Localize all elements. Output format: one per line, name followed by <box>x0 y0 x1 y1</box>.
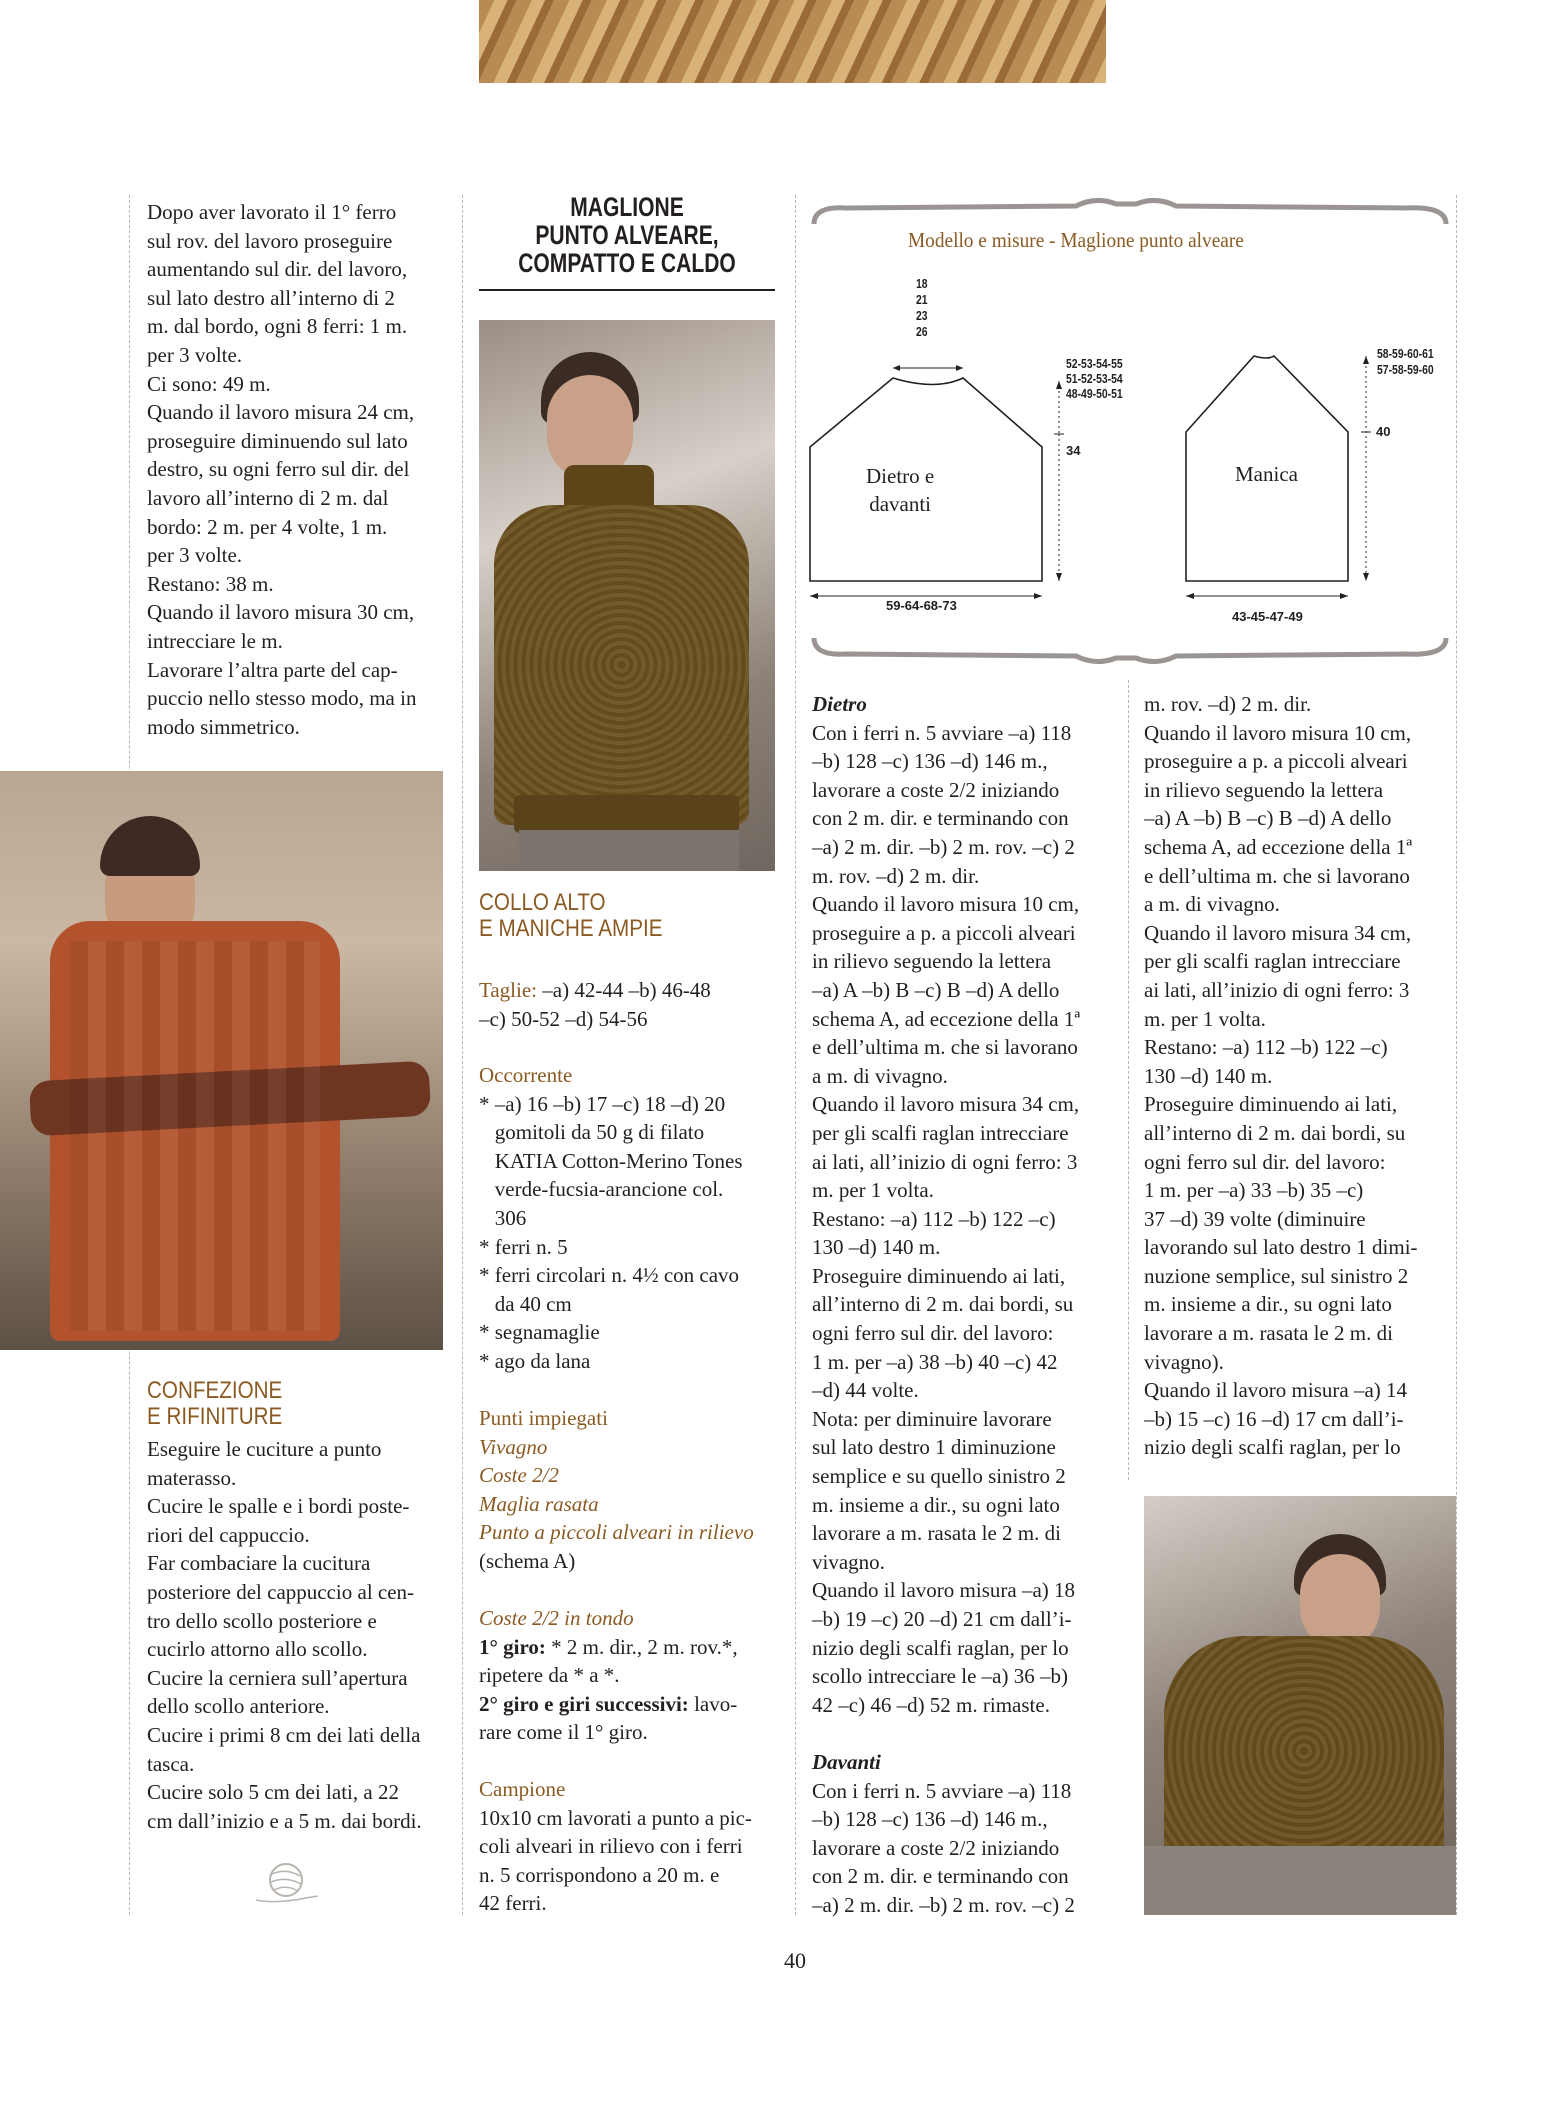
text-line: schema A, ad eccezione della 1ª <box>812 1006 1081 1031</box>
neck-width-labels: 18 21 23 26 <box>916 276 928 339</box>
text-line: per gli scalfi raglan intrecciare <box>812 1120 1069 1145</box>
text-line: 10x10 cm lavorati a punto a pic- <box>479 1805 752 1830</box>
text-line: e dell’ultima m. che si lavorano <box>812 1035 1078 1060</box>
text-line: Lavorare l’altra parte del cap- <box>147 657 398 682</box>
text-line: cucirlo attorno allo scollo. <box>147 1637 368 1662</box>
text-line: Far combaciare la cucitura <box>147 1551 371 1576</box>
measurement-diagram <box>806 196 1456 666</box>
text-line: per gli scalfi raglan intrecciare <box>1144 949 1401 974</box>
text-line: * ferri n. 5 <box>479 1234 568 1259</box>
text-line: * –a) 16 –b) 17 –c) 18 –d) 20 <box>479 1091 726 1116</box>
text-line: all’interno di 2 m. dai bordi, su <box>812 1292 1074 1317</box>
taglie-text: Taglie: –a) 42-44 –b) 46-48 –c) 50-52 –d) 54-56 <box>479 978 711 1031</box>
text-line: * segnamaglie <box>479 1320 600 1345</box>
text-line: modo simmetrico. <box>147 714 300 739</box>
text-line: Quando il lavoro misura –a) 18 <box>812 1578 1076 1603</box>
text-line: ai lati, all’inizio di ogni ferro: 3 <box>812 1149 1078 1174</box>
sweater-model-seated-photo <box>1144 1496 1456 1915</box>
front-back-label: Dietro e davanti <box>866 464 935 516</box>
text-line: –b) 19 –c) 20 –d) 21 cm dall’i- <box>812 1607 1072 1631</box>
text-line: con 2 m. dir. e terminando con <box>812 1864 1069 1889</box>
text-line: cm dall’inizio e a 5 m. dai bordi. <box>147 1808 422 1833</box>
text-line: KATIA Cotton-Merino Tones <box>479 1148 743 1173</box>
text-line: per 3 volte. <box>147 342 243 367</box>
hood-instructions-text <box>147 198 443 741</box>
text-line: da 40 cm <box>479 1291 572 1316</box>
text-line: Quando il lavoro misura –a) 14 <box>1144 1378 1408 1403</box>
text-line: –a) A –b) B –c) B –d) A dello <box>812 977 1060 1002</box>
text-line: Cucire solo 5 cm dei lati, a 22 <box>147 1780 399 1805</box>
text-line: –a) 2 m. dir. –b) 2 m. rov. –c) 2 <box>812 1892 1075 1917</box>
text-line: ogni ferro sul dir. del lavoro: <box>1144 1149 1386 1174</box>
text-line: Proseguire diminuendo ai lati, <box>812 1263 1066 1288</box>
text-line: Con i ferri n. 5 avviare –a) 118 <box>812 1778 1072 1803</box>
text-line: Restano: 38 m. <box>147 571 274 596</box>
text-line: ogni ferro sul dir. del lavoro: <box>812 1321 1054 1346</box>
text-line: in rilievo seguendo la lettera <box>812 949 1052 974</box>
text-line: 1 m. per –a) 38 –b) 40 –c) 42 <box>812 1349 1058 1374</box>
text-line: –b) 128 –c) 136 –d) 146 m., <box>812 749 1048 774</box>
punti-section: Punti impiegati Vivagno Coste 2/2 Maglia rasata Punto a piccoli alveari in rilievo (schema A) <box>479 1404 777 1576</box>
text-line: aumentando sul dir. del lavoro, <box>147 257 408 282</box>
text-line: Cucire la cerniera sull’apertura <box>147 1665 408 1690</box>
text-line: Cucire le spalle e i bordi poste- <box>147 1494 410 1519</box>
text-line: Restano: –a) 112 –b) 122 –c) <box>812 1206 1056 1231</box>
text-line: a m. di vivagno. <box>812 1063 948 1088</box>
sleeve-top-labels: 58-59-60-61 57-58-59-60 <box>1377 346 1434 377</box>
text-line: coli alveari in rilievo con i ferri <box>479 1834 743 1859</box>
text-line: lavoro all’interno di 2 m. dal <box>147 485 389 510</box>
text-line: Eseguire le cuciture a punto <box>147 1437 382 1461</box>
coste-tondo-section: Coste 2/2 in tondo 1° giro: * 2 m. dir., 2 m. rov.*, ripetere da * a *. 2° giro e giri successivi: lavo- rare come il 1° giro. <box>479 1604 777 1747</box>
text-line: dello scollo anteriore. <box>147 1694 330 1719</box>
text-line: lavorare a m. rasata le 2 m. di <box>1144 1321 1393 1346</box>
text-line: nizio degli scalfi raglan, per lo <box>1144 1435 1401 1460</box>
sleeve-width-label: 43-45-47-49 <box>1232 609 1303 624</box>
text-line: Dopo aver lavorato il 1° ferro <box>147 200 397 224</box>
column-divider <box>1456 195 1457 1915</box>
text-line: 306 <box>479 1205 527 1230</box>
text-line: bordo: 2 m. per 4 volte, 1 m. <box>147 514 388 539</box>
text-line: –d) 44 volte. <box>812 1378 919 1403</box>
text-line: lavorare a coste 2/2 iniziando <box>812 1835 1060 1860</box>
column-divider <box>795 195 796 1915</box>
davanti-continued-text <box>1144 690 1440 1462</box>
davanti-section <box>812 1748 1108 1920</box>
text-line: * ago da lana <box>479 1348 591 1373</box>
text-line: Quando il lavoro misura 24 cm, <box>147 400 415 425</box>
davanti-heading: Davanti <box>812 1750 881 1774</box>
text-line: –b) 15 –c) 16 –d) 17 cm dall’i- <box>1144 1406 1404 1431</box>
armhole-depth-labels: 52-53-54-55 51-52-53-54 48-49-50-51 <box>1066 356 1123 401</box>
occorrente-section <box>479 1061 777 1376</box>
page-number: 40 <box>784 1948 806 1973</box>
body-width-label: 59-64-68-73 <box>886 598 957 613</box>
text-line: Quando il lavoro misura 30 cm, <box>147 600 415 625</box>
poncho-model-photo <box>0 771 443 1350</box>
text-line: vivagno). <box>1144 1349 1224 1374</box>
text-line: –a) A –b) B –c) B –d) A dello <box>1144 806 1392 831</box>
text-line: Con i ferri n. 5 avviare –a) 118 <box>812 720 1072 745</box>
text-line: sul lato destro 1 diminuzione <box>812 1435 1056 1460</box>
text-line: scollo intrecciare le –a) 36 –b) <box>812 1664 1068 1689</box>
body-height-label: 34 <box>1066 443 1081 458</box>
confezione-text <box>147 1435 443 1835</box>
article-title: MAGLIONE PUNTO ALVEARE, COMPATTO E CALDO <box>518 192 736 278</box>
text-line: proseguire a p. a piccoli alveari <box>812 920 1076 945</box>
text-line: nizio degli scalfi raglan, per lo <box>812 1635 1069 1660</box>
top-knit-texture-photo <box>479 0 1106 83</box>
text-line: semplice e su quello sinistro 2 <box>812 1464 1066 1489</box>
text-line: con 2 m. dir. e terminando con <box>812 806 1069 831</box>
text-line: lavorando sul lato destro 1 dimi- <box>1144 1235 1418 1260</box>
text-line: –a) 2 m. dir. –b) 2 m. rov. –c) 2 <box>812 834 1075 859</box>
text-line: gomitoli da 50 g di filato <box>479 1120 705 1145</box>
text-line: m. rov. –d) 2 m. dir. <box>1144 692 1312 716</box>
text-line: m. dal bordo, ogni 8 ferri: 1 m. <box>147 314 408 339</box>
text-line: m. per 1 volta. <box>812 1178 934 1203</box>
text-line: m. insieme a dir., su ogni lato <box>812 1492 1060 1517</box>
text-line: per 3 volte. <box>147 543 243 568</box>
sleeve-height-label: 40 <box>1376 424 1391 439</box>
text-line: vivagno. <box>812 1549 885 1574</box>
occorrente-heading: Occorrente <box>479 1063 573 1087</box>
text-line: schema A, ad eccezione della 1ª <box>1144 834 1413 859</box>
sweater-model-photo <box>479 320 775 871</box>
column-divider <box>1128 680 1129 1480</box>
text-line: proseguire a p. a piccoli alveari <box>1144 749 1408 774</box>
text-line: riori del cappuccio. <box>147 1522 310 1547</box>
text-line: m. per 1 volta. <box>1144 1006 1266 1031</box>
text-line: 130 –d) 140 m. <box>812 1235 941 1260</box>
text-line: all’interno di 2 m. dai bordi, su <box>1144 1120 1406 1145</box>
text-line: Restano: –a) 112 –b) 122 –c) <box>1144 1035 1388 1060</box>
campione-section <box>479 1775 777 1918</box>
text-line: Quando il lavoro misura 10 cm, <box>1144 720 1412 745</box>
text-line: Ci sono: 49 m. <box>147 371 271 396</box>
text-line: puccio nello stesso modo, ma in <box>147 686 417 711</box>
text-line: lavorare a m. rasata le 2 m. di <box>812 1521 1061 1546</box>
coste-tondo-heading: Coste 2/2 in tondo <box>479 1606 634 1630</box>
text-line: proseguire diminuendo sul lato <box>147 428 408 453</box>
text-line: 1 m. per –a) 33 –b) 35 –c) <box>1144 1178 1364 1203</box>
confezione-heading: CONFEZIONE E RIFINITURE <box>147 1377 283 1430</box>
text-line: m. rov. –d) 2 m. dir. <box>812 863 980 888</box>
text-line: sul rov. del lavoro proseguire <box>147 228 393 253</box>
text-line: in rilievo seguendo la lettera <box>1144 777 1384 802</box>
column-divider <box>462 195 463 1915</box>
text-line: destro, su ogni ferro sul dir. del <box>147 457 410 482</box>
diagram-title: Modello e misure - Maglione punto alveare <box>908 228 1244 252</box>
text-line: 37 –d) 39 volte (diminuire <box>1144 1206 1366 1231</box>
text-line: verde-fucsia-arancione col. <box>479 1177 724 1202</box>
text-line: materasso. <box>147 1465 237 1490</box>
dietro-heading: Dietro <box>812 692 867 716</box>
punti-heading: Punti impiegati <box>479 1406 608 1430</box>
text-line: ai lati, all’inizio di ogni ferro: 3 <box>1144 977 1410 1002</box>
yarn-ball-icon <box>246 1858 326 1908</box>
text-line: lavorare a coste 2/2 iniziando <box>812 777 1060 802</box>
text-line: Quando il lavoro misura 34 cm, <box>1144 920 1412 945</box>
text-line: tro dello scollo posteriore e <box>147 1608 377 1633</box>
text-line: n. 5 corrispondono a 20 m. e <box>479 1862 720 1887</box>
text-line: e dell’ultima m. che si lavorano <box>1144 863 1410 888</box>
text-line: m. insieme a dir., su ogni lato <box>1144 1292 1392 1317</box>
text-line: * ferri circolari n. 4½ con cavo <box>479 1263 740 1288</box>
text-line: Quando il lavoro misura 34 cm, <box>812 1092 1080 1117</box>
text-line: posteriore del cappuccio al cen- <box>147 1579 415 1604</box>
text-line: a m. di vivagno. <box>1144 892 1280 917</box>
text-line: Proseguire diminuendo ai lati, <box>1144 1092 1398 1117</box>
campione-heading: Campione <box>479 1777 566 1801</box>
text-line: 42 –c) 46 –d) 52 m. rimaste. <box>812 1692 1050 1717</box>
text-line: nuzione semplice, sul sinistro 2 <box>1144 1263 1409 1288</box>
dietro-section <box>812 690 1108 1719</box>
text-line: intrecciare le m. <box>147 628 283 653</box>
subtitle: COLLO ALTO E MANICHE AMPIE <box>479 889 663 942</box>
sleeve-label: Manica <box>1235 462 1298 486</box>
text-line: Nota: per diminuire lavorare <box>812 1406 1052 1431</box>
text-line: Cucire i primi 8 cm dei lati della <box>147 1722 421 1747</box>
text-line: Quando il lavoro misura 10 cm, <box>812 892 1080 917</box>
text-line: 42 ferri. <box>479 1891 547 1916</box>
text-line: sul lato destro all’interno di 2 <box>147 285 395 310</box>
text-line: tasca. <box>147 1751 195 1776</box>
text-line: –b) 128 –c) 136 –d) 146 m., <box>812 1807 1048 1832</box>
title-underline <box>479 289 775 291</box>
text-line: 130 –d) 140 m. <box>1144 1063 1273 1088</box>
